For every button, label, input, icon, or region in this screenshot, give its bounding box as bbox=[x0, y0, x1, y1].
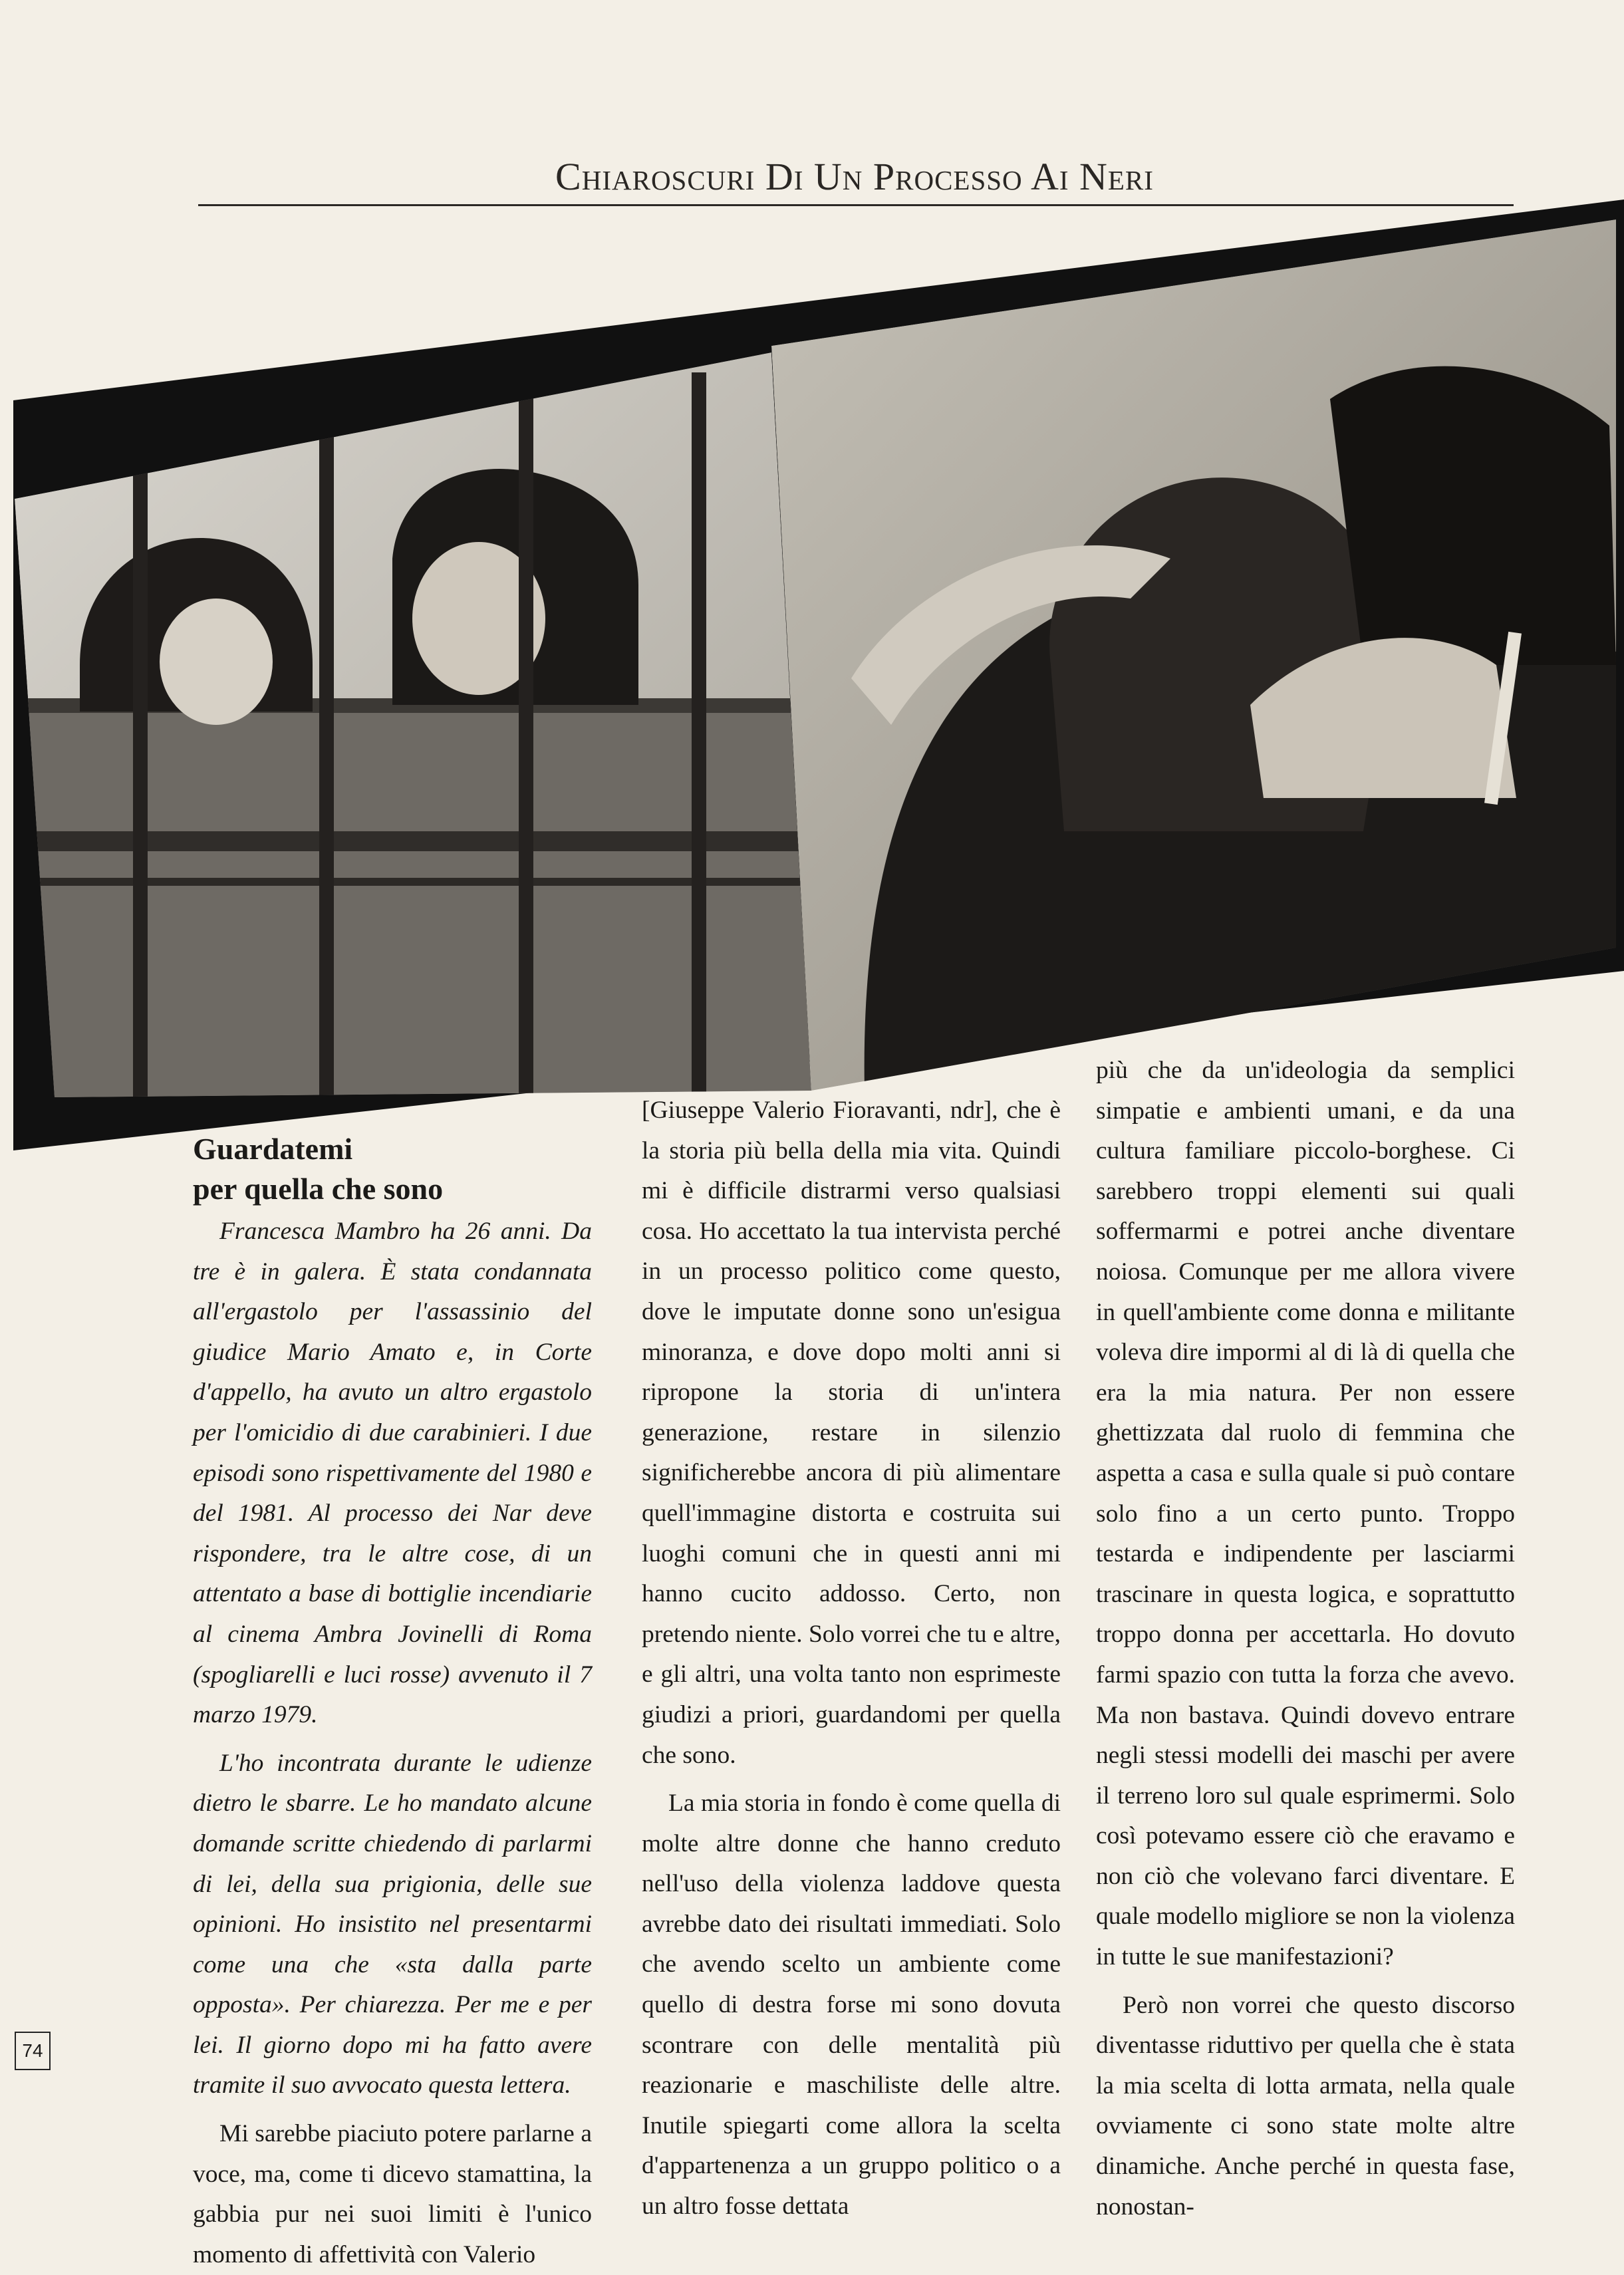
headline-line-2: per quella che sono bbox=[193, 1172, 444, 1206]
article-column-1 bbox=[193, 1129, 592, 2275]
article-intro-2: L'ho incontrata durante le udienze dietro le sbarre. Le ho mandato alcune domande scritte chiedendo di parlarmi di lei, della sua prigionia, delle sue opinioni. Ho insistito nel presentarmi come una che «sta dalla parte opposta». Per chiarezza. Per me e per lei. Il giorno dopo mi ha fatto avere tramite il suo avvocato questa lettera. bbox=[193, 1749, 592, 2099]
page-number: 74 bbox=[15, 2032, 51, 2070]
page-header-title: Chiaroscuri Di Un Processo Ai Neri bbox=[555, 155, 1154, 198]
article-column-2 bbox=[642, 1091, 1061, 2227]
article-paragraph-5: Però non vorrei che questo discorso diventasse riduttivo per quella che è stata la mia scelta di lotta armata, nella quale ovviamente ci sono state molte altre dinamiche. Anche perché in questa fase, nonostan- bbox=[1096, 1991, 1515, 2220]
headline-line-1: Guardatemi bbox=[193, 1132, 353, 1166]
article-paragraph-2: [Giuseppe Valerio Fioravanti, ndr], che è la storia più bella della mia vita. Quindi mi è difficile distrarmi verso qualsiasi cosa. Ho accettato la tua intervista perché in un processo politico come questo, dove le imputate donne sono un'esigua minoranza, e dove dopo molti anni si ripropone la storia di un'intera generazione, restare in silenzio significherebbe ancora di più alimentare quell'immagine distorta e costruita sui luoghi comuni che in questi anni mi hanno cucito addosso. Certo, non pretendo niente. Solo vorrei che tu e altre, e gli altri, una volta tanto non esprimeste giudizi a priori, guardandomi per quella che sono. bbox=[642, 1097, 1061, 1769]
article-paragraph-4: più che da un'ideologia da semplici simpatie e ambienti umani, e da una cultura familiare piccolo-borghese. Ci sarebbero troppi elementi sui quali soffermarmi e potrei anche diventare noiosa. Comunque per me allora vivere in quell'ambiente come donna e militante voleva dire impormi al di là di quella che era la mia natura. Per non essere ghettizzata dal ruolo di femmina che aspetta a casa e sulla quale si può contare solo fino a un certo punto. Troppo testarda e indipendente per lasciarmi trascinare in questa logica, e soprattutto troppo donna per accettarla. Ho dovuto farmi spazio con tutta la forza che avevo. Ma non bastava. Quindi dovevo entrare negli stessi modelli dei maschi per avere il terreno loro sul quale esprimermi. Solo così potevamo essere ciò che eravamo e non ciò che volevano farci diventare. E quale modello migliore se non la violenza in tutte le sue manifestazioni? bbox=[1096, 1057, 1515, 1971]
photo-couple-embrace bbox=[771, 219, 1616, 1091]
article-headline bbox=[193, 1129, 592, 1209]
article-intro: Francesca Mambro ha 26 anni. Da tre è in galera. È stata condannata all'ergastolo per l'assassinio del giudice Mario Amato e, in Corte d'appello, ha avuto un altro ergastolo per l'omicidio di due carabinieri. I due episodi sono rispettivamente del 1980 e del 1981. Al processo dei Nar deve rispondere, tra le altre cose, di un attentato a base di bottiglie incendiarie al cinema Ambra Jovinelli di Roma (spogliarelli e luci rosse) avvenuto il 7 marzo 1979. bbox=[193, 1218, 592, 1729]
article-paragraph-3: La mia storia in fondo è come quella di molte altre donne che hanno creduto nell'uso della violenza laddove questa avrebbe dato dei risultati immediati. Solo che avendo scelto un ambiente come quello di destra forse mi sono dovuta scontrare con delle mentalità più reazionarie e maschiliste delle altre. Inutile spiegarti come allora la scelta d'appartenenza a un gruppo politico o a un altro fosse dettata bbox=[642, 1790, 1061, 2220]
article-column-3 bbox=[1096, 1051, 1515, 2227]
article-paragraph-1: Mi sarebbe piaciuto potere parlarne a voce, ma, come ti dicevo stamattina, la gabbia pur nei suoi limiti è l'unico momento di affettività con Valerio bbox=[193, 2120, 592, 2268]
